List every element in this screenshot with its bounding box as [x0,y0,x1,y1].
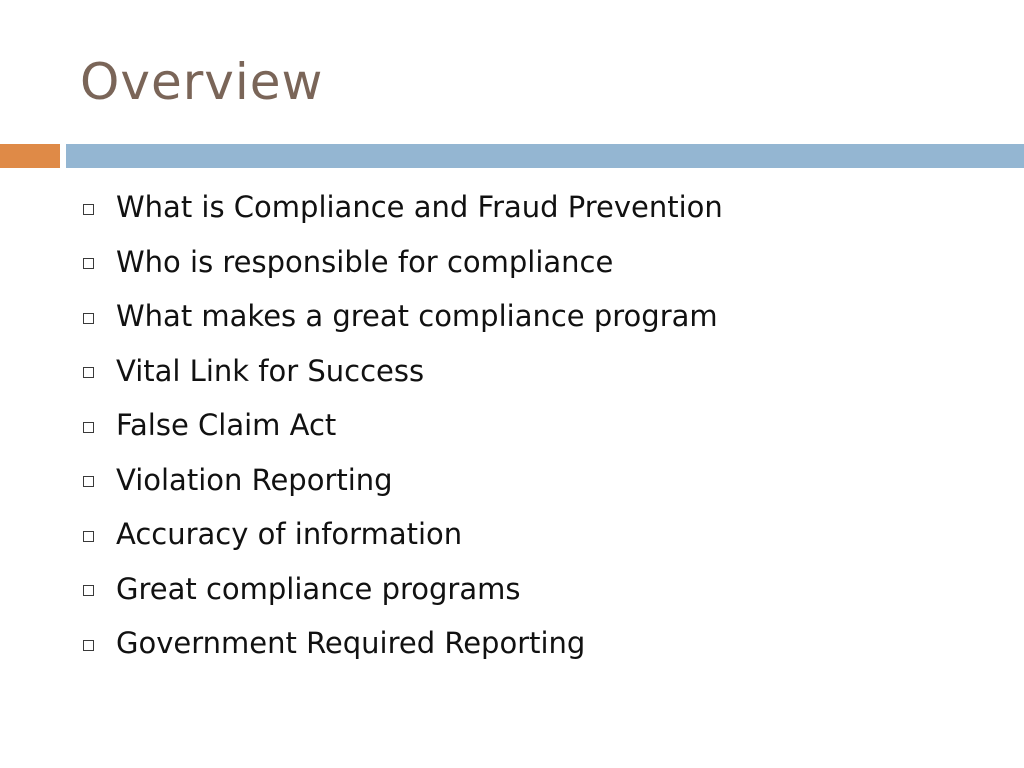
accent-bar-orange [0,144,60,168]
bullet-item [80,507,723,562]
bullet-item [80,562,723,617]
bullet-item [80,289,723,344]
square-bullet-icon [83,204,94,215]
square-bullet-icon [83,258,94,269]
bullet-text: Great compliance programs [116,571,521,606]
square-bullet-icon [83,585,94,596]
bullet-text: What is Compliance and Fraud Prevention [116,190,723,225]
bullet-item [80,180,723,235]
bullet-text: Vital Link for Success [116,353,425,388]
square-bullet-icon [83,476,94,487]
square-bullet-icon [83,531,94,542]
bullet-text: Government Required Reporting [116,626,586,661]
bullet-list [80,180,723,671]
square-bullet-icon [83,422,94,433]
slide-title: Overview [80,53,324,111]
square-bullet-icon [83,367,94,378]
bullet-item [80,398,723,453]
bullet-text: What makes a great compliance program [116,299,718,334]
bullet-text: Violation Reporting [116,462,393,497]
bullet-item [80,453,723,508]
bullet-item [80,235,723,290]
bullet-text: False Claim Act [116,408,337,443]
bullet-text: Who is responsible for compliance [116,244,614,279]
bullet-item [80,616,723,671]
bullet-item [80,344,723,399]
square-bullet-icon [83,313,94,324]
bullet-text: Accuracy of information [116,517,463,552]
accent-bar-blue [66,144,1024,168]
square-bullet-icon [83,640,94,651]
